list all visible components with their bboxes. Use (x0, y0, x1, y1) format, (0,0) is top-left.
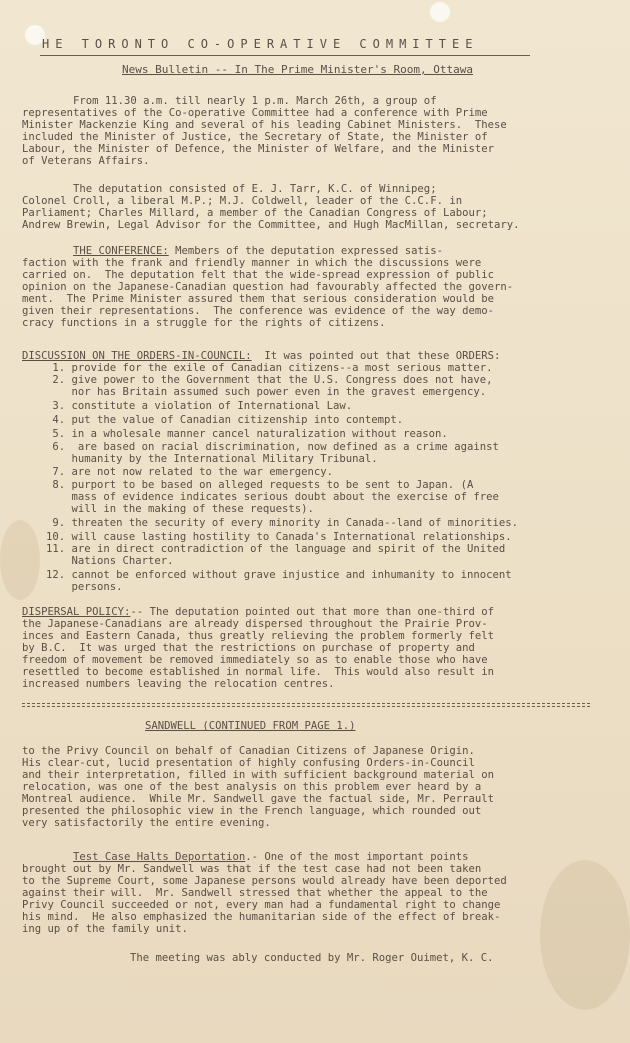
paper-stain (0, 520, 40, 600)
text-line: Test Case Halts Deportation.- One of the most important points (73, 851, 469, 863)
title-underline (40, 55, 530, 56)
text-line: opinion on the Japanese-Canadian question had favourably affected the govern- (22, 281, 514, 293)
list-item: 3. constitute a violation of International Law. (46, 400, 353, 412)
text-line: and their interpretation, filled in with sufficient background material on (22, 769, 494, 781)
text-line: included the Minister of Justice, the Secretary of State, the Minister of (22, 131, 488, 143)
text-line: THE CONFERENCE: Members of the deputation expressed satis- (73, 245, 443, 257)
list-item: 2. give power to the Government that the U.S. Congress does not have, (46, 374, 493, 386)
list-item: 8. purport to be based on alleged requests to be sent to Japan. (A (46, 479, 474, 491)
text-line: Privy Council succeeded or not, every man had a fundamental right to change (22, 899, 501, 911)
text-line: resettled to become established in normal life. This would also result in (22, 666, 494, 678)
text-line: DISPERSAL POLICY:-- The deputation pointed out that more than one-third of (22, 606, 494, 618)
text-line: increased numbers leaving the relocation centres. (22, 678, 335, 690)
list-item: 7. are not now related to the war emergency. (46, 466, 334, 478)
text-line: From 11.30 a.m. till nearly 1 p.m. March 26th, a group of (22, 95, 437, 107)
text-line: very satisfactorily the entire evening. (22, 817, 271, 829)
text-line: faction with the frank and friendly manner in which the discussions were (22, 257, 482, 269)
text-line: Andrew Brewin, Legal Advisor for the Committee, and Hugh MacMillan, secretary. (22, 219, 520, 231)
list-item: 9. threaten the security of every minority in Canada--land of minorities. (46, 517, 518, 529)
text-line: Labour, the Minister of Defence, the Minister of Welfare, and the Minister (22, 143, 494, 155)
text-line: Montreal audience. While Mr. Sandwell gave the factual side, Mr. Perrault (22, 793, 494, 805)
list-item: 12. cannot be enforced without grave injustice and inhumanity to innocent (46, 569, 512, 581)
list-item: 6. are based on racial discrimination, now defined as a crime against (46, 441, 499, 453)
text-line: his mind. He also emphasized the humanitarian side of the effect of break- (22, 911, 501, 923)
list-item: mass of evidence indicates serious doubt about the exercise of free (46, 491, 499, 503)
orders-heading: DISCUSSION ON THE ORDERS-IN-COUNCIL: (22, 350, 252, 362)
list-item: will in the making of these requests). (46, 503, 314, 515)
text-line: relocation, was one of the best analysis on this problem ever heard by a (22, 781, 482, 793)
text-line: DISCUSSION ON THE ORDERS-IN-COUNCIL: It was pointed out that these ORDERS: (22, 350, 501, 362)
text-line: by B.C. It was urged that the restrictions on purchase of property and (22, 642, 475, 654)
text-line: given their representations. The conference was evidence of the way demo- (22, 305, 494, 317)
text-line: against their will. Mr. Sandwell stressed that whether the appeal to the (22, 887, 488, 899)
text-line: the Japanese-Canadians are already dispersed throughout the Prairie Prov- (22, 618, 488, 630)
text-line: of Veterans Affairs. (22, 155, 150, 167)
test-case-heading: Test Case Halts Deportation (73, 851, 246, 863)
list-item: 10. will cause lasting hostility to Canada's International relationships. (46, 531, 512, 543)
text-line: freedom of movement be removed immediately so as to enable those who have (22, 654, 488, 666)
list-item: 1. provide for the exile of Canadian citizens--a most serious matter. (46, 362, 493, 374)
list-item: persons. (46, 581, 123, 593)
list-item: 4. put the value of Canadian citizenship into contempt. (46, 414, 404, 426)
text-line: ing up of the family unit. (22, 923, 188, 935)
text-line: Minister Mackenzie King and several of his leading Cabinet Ministers. These (22, 119, 507, 131)
text-line: inces and Eastern Canada, thus greatly relieving the problem formerly felt (22, 630, 494, 642)
text-line: ment. The Prime Minister assured them that serious consideration would be (22, 293, 494, 305)
text-line: His clear-cut, lucid presentation of highly confusing Orders-in-Council (22, 757, 475, 769)
text-line: brought out by Mr. Sandwell was that if the test case had not been taken (22, 863, 482, 875)
conference-heading: THE CONFERENCE: (73, 245, 169, 257)
text-line: representatives of the Co-operative Committee had a conference with Prime (22, 107, 488, 119)
closing-line: The meeting was ably conducted by Mr. Roger Ouimet, K. C. (130, 952, 494, 964)
text-line: The deputation consisted of E. J. Tarr, K.C. of Winnipeg; (22, 183, 437, 195)
paper-stain (540, 860, 630, 1010)
bulletin-title: HE TORONTO CO-OPERATIVE COMMITTEE (42, 37, 479, 51)
punch-hole (430, 2, 450, 22)
list-item: 5. in a wholesale manner cancel naturalization without reason. (46, 428, 448, 440)
text-line: presented the philosophic view in the French language, which rounded out (22, 805, 482, 817)
text-line: Colonel Croll, a liberal M.P.; M.J. Coldwell, leader of the C.C.F. in (22, 195, 463, 207)
list-item: Nations Charter. (46, 555, 174, 567)
text-line: carried on. The deputation felt that the wide-spread expression of public (22, 269, 494, 281)
text-line: to the Supreme Court, some Japanese persons would already have been deported (22, 875, 507, 887)
text-line: cracy functions in a struggle for the rights of citizens. (22, 317, 386, 329)
list-item: nor has Britain assumed such power even in the gravest emergency. (46, 386, 487, 398)
text-line: Parliament; Charles Millard, a member of the Canadian Congress of Labour; (22, 207, 488, 219)
list-item: humanity by the International Military Tribunal. (46, 453, 378, 465)
sandwell-heading: SANDWELL (CONTINUED FROM PAGE 1.) (145, 720, 356, 732)
list-item: 11. are in direct contradiction of the language and spirit of the United (46, 543, 506, 555)
dispersal-heading: DISPERSAL POLICY: (22, 606, 131, 618)
bulletin-subtitle: News Bulletin -- In The Prime Minister's Room, Ottawa (122, 63, 473, 76)
section-divider (22, 703, 590, 704)
section-divider (22, 706, 590, 707)
text-line: to the Privy Council on behalf of Canadian Citizens of Japanese Origin. (22, 745, 475, 757)
